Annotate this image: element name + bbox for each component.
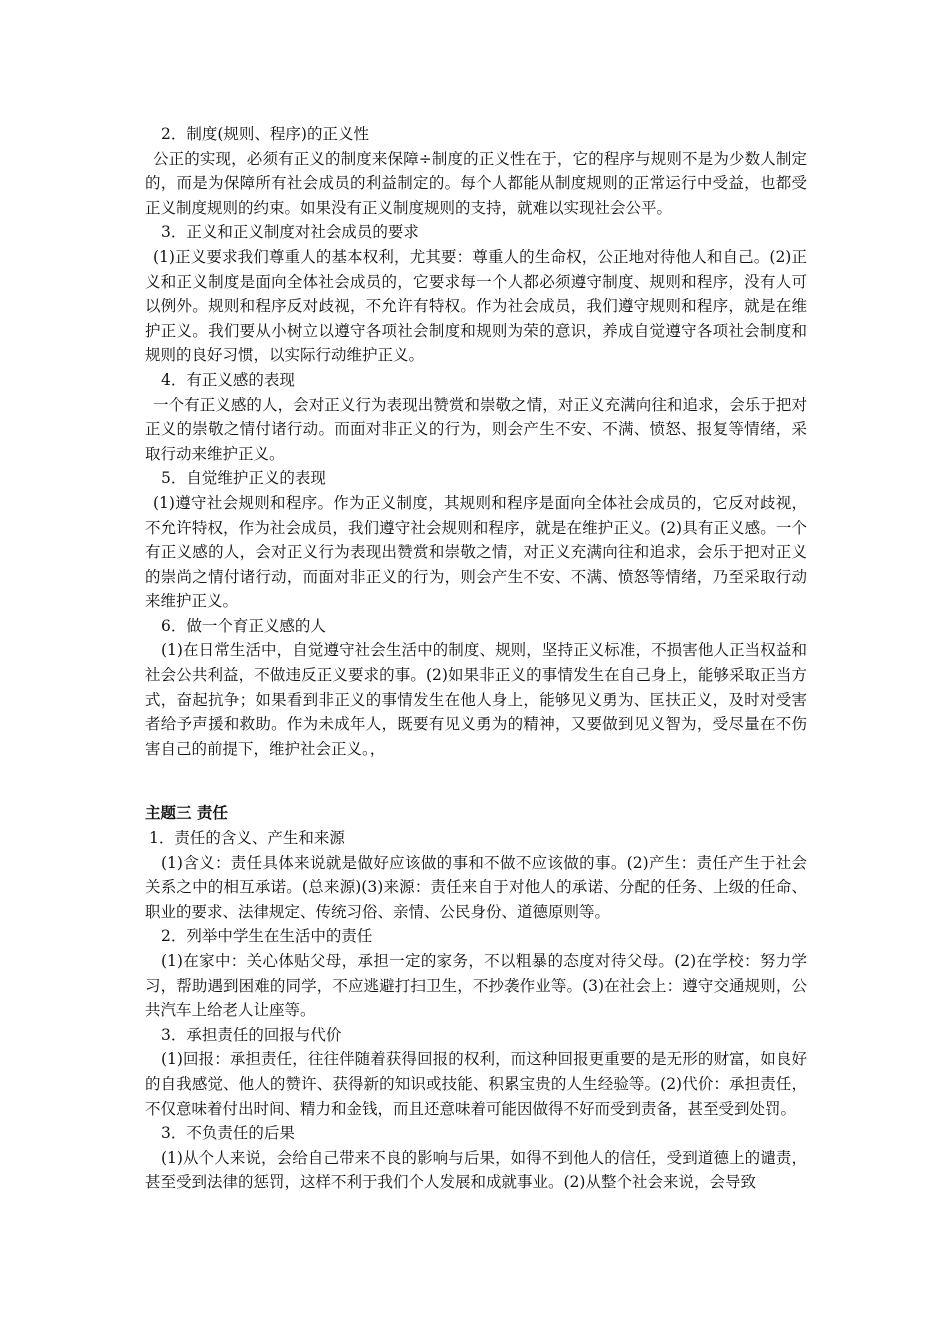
topic-heading-3: 3．承担责任的回报与代价 [161, 1025, 342, 1044]
section-body-4: 一个有正义感的人，会对正义行为表现出赞赏和崇敬之情，对正义充满向往和追求，会乐于把对正义的崇敬之情付诸行动。而面对非正义的行为，则会产生不安、不满、愤怒、报复等情绪，采取行动来维护正义。 [145, 395, 807, 463]
topic-body-4: (1)从个人来说，会给自己带来不良的影响与后果，如得不到他人的信任，受到道德上的谴责，甚至受到法律的惩罚，这样不利于我们个人发展和成就事业。(2)从整个社会来说，会导致 [145, 1148, 807, 1192]
section-heading-5: 5．自觉维护正义的表现 [161, 469, 326, 488]
section-body-3: (1)正义要求我们尊重人的基本权利，尤其要：尊重人的生命权，公正地对待他人和自己。(2)正义和正义制度是面向全体社会成员的，它要求每一个人都必须遵守制度、规则和程序，没有人可以例外。规则和程序反对歧视，不允许有特权。作为社会成员，我们遵守规则和程序，就是在维护正义。我们要从小树立以遵守各项社会制度和规则为荣的意识，养成自觉遵守各项社会制度和规则的良好习惯，以实际行动维护正义。 [145, 247, 807, 365]
topic-body-1: (1)含义：责任具体来说就是做好应该做的事和不做不应该做的事。(2)产生：责任产生于社会关系之中的相互承诺。(总来源)(3)来源：责任来自于对他人的承诺、分配的任务、上级的任命、职业的要求、法律规定、传统习俗、亲情、公民身份、道德原则等。 [145, 853, 807, 921]
section-body-2: 公正的实现，必须有正义的制度来保障÷制度的正义性在于，它的程序与规则不是为少数人制定的，而是为保障所有社会成员的利益制定的。每个人都能从制度规则的正常运行中受益，也都受正义制度规则的约束。如果没有正义制度规则的支持，就难以实现社会公平。 [145, 149, 807, 217]
section-gap [145, 761, 807, 801]
topic-heading-2: 2．列举中学生在生活中的责任 [161, 927, 373, 946]
section-heading-6: 6．做一个育正义感的人 [161, 616, 326, 635]
topic-heading-1: 1．责任的含义、产生和来源 [149, 829, 345, 848]
section-heading-3: 3．正义和正义制度对社会成员的要求 [161, 223, 419, 242]
topic-body-3: (1)回报：承担责任，往往伴随着获得回报的权利，而这种回报更重要的是无形的财富，如良好的自我感觉、他人的赞许、获得新的知识或技能、积累宝贵的人生经验等。(2)代价：承担责任，不仅意味着付出时间、精力和金钱，而且还意味着可能因做得不好而受到责备，甚至受到处罚。 [145, 1050, 807, 1118]
topic-body-2: (1)在家中：关心体贴父母，承担一定的家务，不以粗暴的态度对待父母。(2)在学校：努力学习，帮助遇到困难的同学，不应逃避打扫卫生，不抄袭作业等。(3)在社会上：遵守交通规则，公共汽车上给老人让座等。 [145, 952, 807, 1020]
section-body-6: (1)在日常生活中，自觉遵守社会生活中的制度、规则，坚持正义标准，不损害他人正当权益和社会公共利益，不做违反正义要求的事。(2)如果非正义的事情发生在自己身上，能够采取正当方式，奋起抗争；如果看到非正义的事情发生在他人身上，能够见义勇为、匡扶正义，及时对受害者给予声援和救助。作为未成年人，既要有见义勇为的精神，又要做到见义智为，受尽量在不伤害自己的前提下，维护社会正义。， [145, 641, 807, 758]
section-body-5: (1)遵守社会规则和程序。作为正义制度，其规则和程序是面向全体社会成员的，它反对歧视，不允许特权，作为社会成员，我们遵守社会规则和程序，就是在维护正义。(2)具有正义感。一个有正义感的人，会对正义行为表现出赞赏和崇敬之情，对正义充满向往和追求，会乐于把对正义的崇尚之情付诸行动，而面对非正义的行为，则会产生不安、不满、愤怒等情绪，乃至采取行动来维护正义。 [145, 493, 807, 611]
document-body [145, 122, 807, 1195]
section-heading-4: 4．有正义感的表现 [161, 370, 295, 389]
topic-heading-4: 3．不负责任的后果 [161, 1124, 295, 1143]
topic-title: 主题三 责任 [145, 804, 228, 823]
section-heading-2: 2．制度(规则、程序)的正义性 [161, 125, 369, 143]
